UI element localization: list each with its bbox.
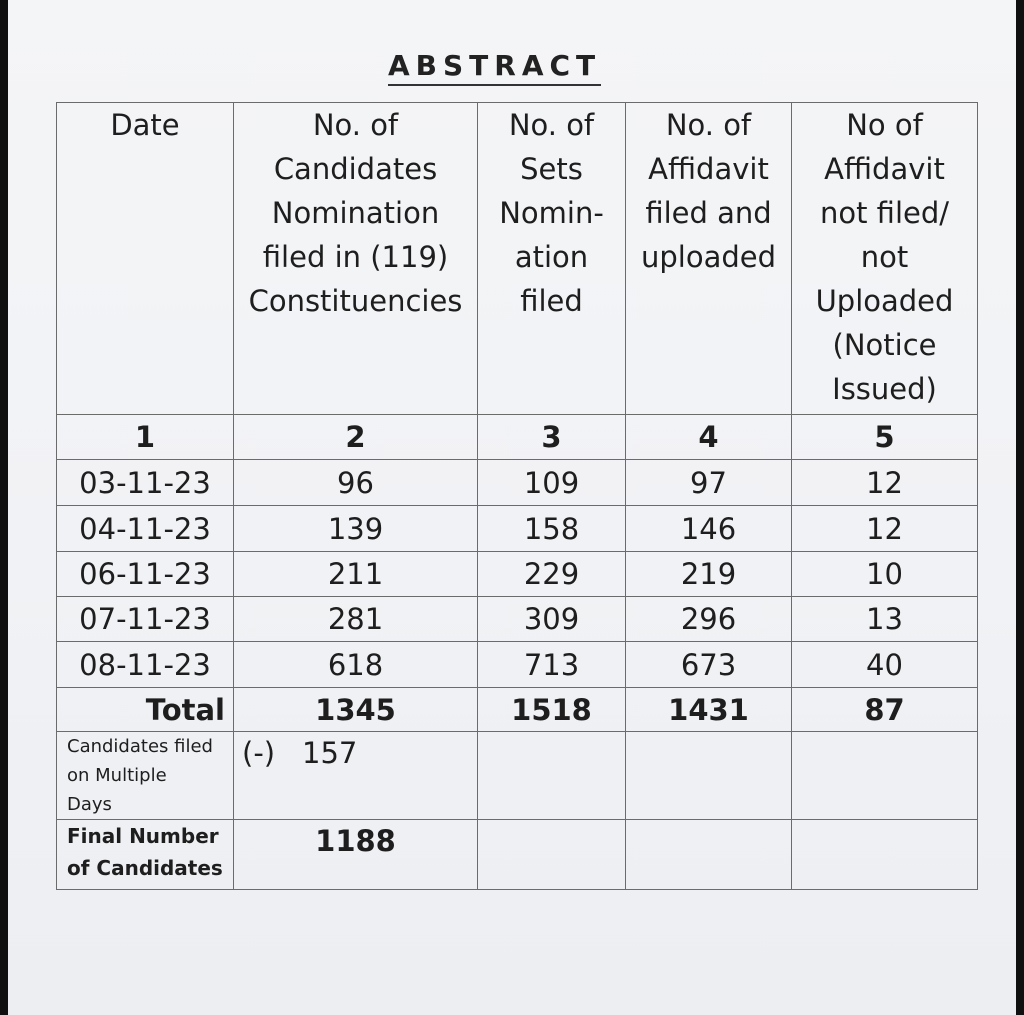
document-title: ABSTRACT [388, 48, 601, 86]
header-row [57, 103, 978, 415]
total-affidavit-not-filed: 87 [792, 688, 978, 732]
column-number: 2 [234, 415, 478, 460]
affidavit-filed-cell: 97 [626, 460, 792, 506]
column-number: 1 [57, 415, 234, 460]
candidates-cell: 139 [234, 506, 478, 552]
empty-cell [626, 820, 792, 890]
affidavit-not-filed-cell: 13 [792, 597, 978, 642]
affidavit-not-filed-cell: 12 [792, 460, 978, 506]
sets-cell: 309 [478, 597, 626, 642]
candidates-cell: 281 [234, 597, 478, 642]
paper-sheet [8, 0, 1016, 1015]
affidavit-not-filed-cell: 40 [792, 642, 978, 688]
candidates-cell: 211 [234, 552, 478, 597]
affidavit-filed-cell: 219 [626, 552, 792, 597]
header-sets: No. of Sets Nomin- ation filed [478, 103, 626, 415]
header-affidavit-filed: No. of Affidavit filed and uploaded [626, 103, 792, 415]
total-sets: 1518 [478, 688, 626, 732]
final-row [57, 820, 978, 890]
affidavit-filed-cell: 146 [626, 506, 792, 552]
header-date: Date [57, 103, 234, 415]
sets-cell: 109 [478, 460, 626, 506]
sets-cell: 158 [478, 506, 626, 552]
column-number: 4 [626, 415, 792, 460]
date-cell: 06-11-23 [57, 552, 234, 597]
table-row [57, 642, 978, 688]
date-cell: 04-11-23 [57, 506, 234, 552]
abstract-table [56, 102, 978, 890]
total-label: Total [57, 688, 234, 732]
empty-cell [792, 732, 978, 820]
table-row [57, 460, 978, 506]
candidates-cell: 618 [234, 642, 478, 688]
column-number-row [57, 415, 978, 460]
multiple-days-value: 157 [302, 736, 358, 770]
empty-cell [792, 820, 978, 890]
header-affidavit-not-filed: No of Affidavit not filed/ not Uploaded (Notice Issued) [792, 103, 978, 415]
affidavit-filed-cell: 673 [626, 642, 792, 688]
date-cell: 08-11-23 [57, 642, 234, 688]
date-cell: 03-11-23 [57, 460, 234, 506]
total-row [57, 688, 978, 732]
empty-cell [478, 820, 626, 890]
final-label: Final Number of Candidates [57, 820, 234, 890]
candidates-cell: 96 [234, 460, 478, 506]
total-candidates: 1345 [234, 688, 478, 732]
multiple-days-row [57, 732, 978, 820]
column-number: 5 [792, 415, 978, 460]
affidavit-not-filed-cell: 12 [792, 506, 978, 552]
affidavit-not-filed-cell: 10 [792, 552, 978, 597]
empty-cell [626, 732, 792, 820]
multiple-days-label: Candidates filed on Multiple Days [57, 732, 234, 820]
column-number: 3 [478, 415, 626, 460]
sets-cell: 713 [478, 642, 626, 688]
minus-operator: (-) [242, 736, 276, 770]
total-affidavit-filed: 1431 [626, 688, 792, 732]
table-row [57, 552, 978, 597]
sets-cell: 229 [478, 552, 626, 597]
table-row [57, 506, 978, 552]
date-cell: 07-11-23 [57, 597, 234, 642]
affidavit-filed-cell: 296 [626, 597, 792, 642]
empty-cell [478, 732, 626, 820]
multiple-days-value-cell [234, 732, 478, 820]
table-row [57, 597, 978, 642]
final-value: 1188 [234, 820, 478, 890]
header-candidates: No. of Candidates Nomination filed in (119) Constituencies [234, 103, 478, 415]
